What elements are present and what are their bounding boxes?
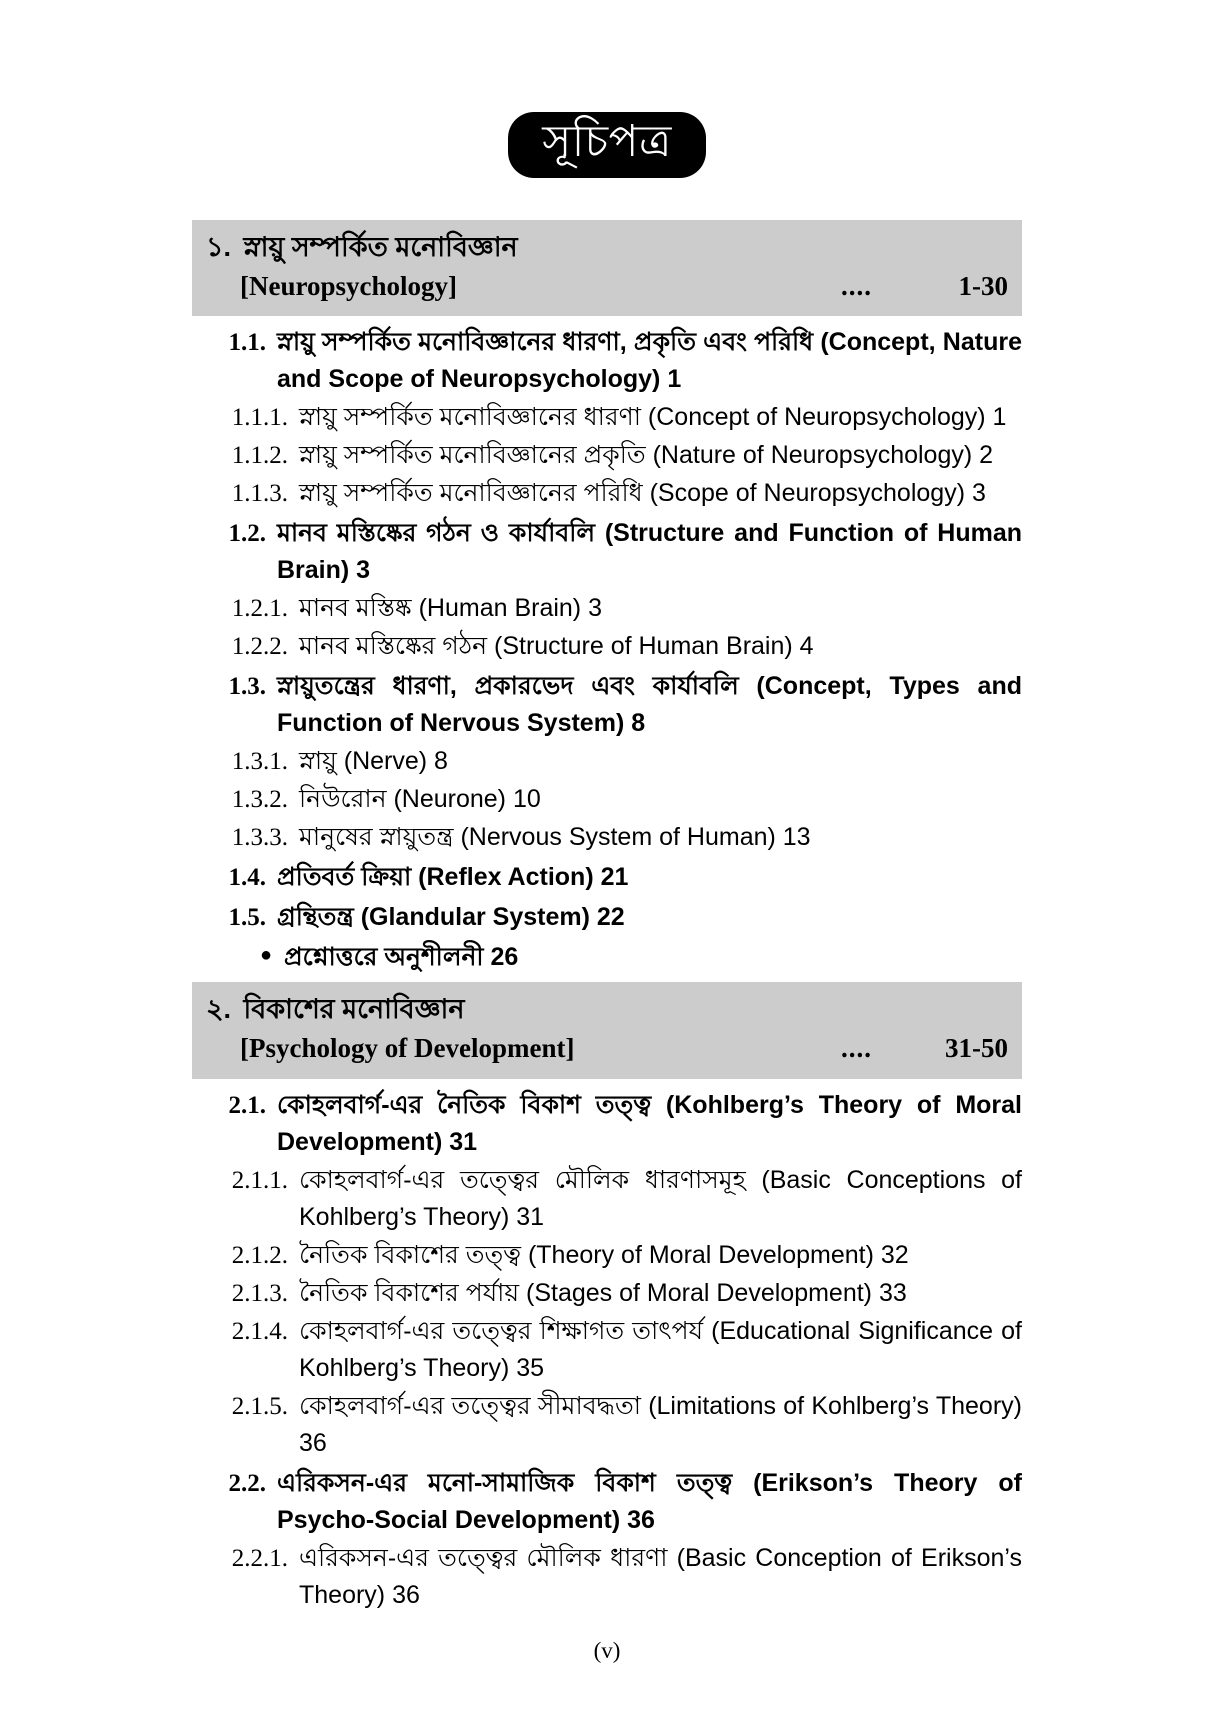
toc-entry[interactable] [192, 590, 1022, 627]
page-title: সূচিপত্র [508, 112, 706, 178]
toc-entry[interactable] [192, 668, 1022, 742]
toc-entry-text: এরিকসন-এর মনো-সামাজিক বিকাশ তত্ত্ব (Erikson’s Theory of Psycho-Social Development) 36 [277, 1468, 1022, 1534]
chapter-title-en-line [206, 267, 1008, 306]
chapter-leader-dots: .... [841, 1033, 872, 1064]
toc-entry-text: কোহলবার্গ-এর নৈতিক বিকাশ তত্ত্ব (Kohlberg’s Theory of Moral Development) 31 [277, 1090, 1022, 1156]
toc-entry-text: নৈতিক বিকাশের পর্যায় (Stages of Moral Development) 33 [299, 1278, 907, 1307]
toc-entry-text: মানব মস্তিষ্কের গঠন ও কার্যাবলি (Structure and Function of Human Brain) 3 [277, 519, 1022, 585]
toc-bullet-entry[interactable] [192, 939, 1022, 976]
chapter-page-range: 1-30 [958, 271, 1008, 302]
toc-entry-number: 1.1.3. [231, 480, 288, 508]
toc-entry-number: 2.1.3. [231, 1279, 288, 1307]
chapter-number: ১. [206, 232, 232, 262]
toc-entry-text: মানুষের স্নায়ুতন্ত্র (Nervous System of Human) 13 [299, 823, 811, 852]
toc-entry[interactable] [192, 437, 1022, 474]
toc-entry-number: 1.3.2. [231, 786, 288, 814]
chapter-title-bn: স্নায়ু সম্পর্কিত মনোবিজ্ঞান [243, 232, 518, 262]
toc-entry[interactable] [192, 324, 1022, 398]
toc-entry-number: 2.1.1. [231, 1166, 288, 1194]
toc-entry-number: 2.1. [228, 1091, 266, 1119]
toc-entry-number: 2.2.1. [231, 1544, 288, 1572]
toc-entry[interactable] [192, 1237, 1022, 1274]
toc-entry[interactable] [192, 859, 1022, 896]
toc-entry-number: 1.1. [228, 329, 266, 357]
bullet-dot-icon: ● [260, 944, 273, 967]
toc-entry[interactable] [192, 1465, 1022, 1539]
toc-entry[interactable] [192, 1540, 1022, 1614]
toc-entry-number: 1.4. [228, 864, 266, 892]
toc-entry-text: স্নায়ু সম্পর্কিত মনোবিজ্ঞানের প্রকৃতি (Nature of Neuropsychology) 2 [299, 441, 994, 470]
toc-entry[interactable] [192, 628, 1022, 665]
toc-entry-number: 2.1.4. [231, 1317, 288, 1345]
toc-entry-number: 1.3.1. [231, 748, 288, 776]
toc-entry-text: স্নায়ু সম্পর্কিত মনোবিজ্ঞানের ধারণা, প্রকৃতি এবং পরিধি (Concept, Nature and Scope of Neuropsychology) 1 [277, 328, 1022, 394]
toc-entry[interactable] [192, 743, 1022, 780]
page-title-wrap [0, 0, 1214, 178]
toc-entry-text: স্নায়ু সম্পর্কিত মনোবিজ্ঞানের ধারণা (Concept of Neuropsychology) 1 [299, 403, 1007, 432]
chapter-header[interactable] [192, 220, 1022, 316]
toc-entry[interactable] [192, 515, 1022, 589]
toc-entry[interactable] [192, 1275, 1022, 1312]
toc-entry-text: গ্রন্থিতন্ত্র (Glandular System) 22 [277, 903, 625, 932]
toc-entry-text: কোহলবার্গ-এর তত্ত্বের শিক্ষাগত তাৎপর্য (Educational Significance of Kohlberg’s Theory) 35 [299, 1316, 1022, 1382]
toc-entry[interactable] [192, 1388, 1022, 1462]
toc-entry-text: স্নায়ুতন্ত্রের ধারণা, প্রকারভেদ এবং কার্যাবলি (Concept, Types and Function of Nervous System) 8 [277, 672, 1022, 738]
toc-entry-text: মানব মস্তিষ্ক (Human Brain) 3 [299, 594, 602, 623]
toc-entry-text: নিউরোন (Neurone) 10 [299, 785, 541, 814]
toc-entry-number: 1.5. [228, 904, 266, 932]
toc-entry-number: 1.3. [228, 673, 266, 701]
toc-entry-text: কোহলবার্গ-এর তত্ত্বের সীমাবদ্ধতা (Limitations of Kohlberg’s Theory) 36 [299, 1391, 1022, 1457]
toc-entry-number: 1.2. [228, 520, 266, 548]
chapter-header[interactable] [192, 982, 1022, 1078]
toc-entry[interactable] [192, 899, 1022, 936]
toc-entry-number: 1.2.1. [231, 595, 288, 623]
toc-entry-text: এরিকসন-এর তত্ত্বের মৌলিক ধারণা (Basic Conception of Erikson’s Theory) 36 [299, 1543, 1022, 1609]
toc-entry[interactable] [192, 1313, 1022, 1387]
toc-entry[interactable] [192, 781, 1022, 818]
toc-entry-number: 1.1.2. [231, 442, 288, 470]
toc-entry[interactable] [192, 1087, 1022, 1161]
toc-content [192, 178, 1022, 1614]
chapter-title-bn-line [206, 228, 1008, 267]
toc-entry-text: প্রশ্নোত্তরে অনুশীলনী 26 [284, 943, 519, 972]
toc-entry-number: 2.2. [228, 1469, 266, 1497]
toc-entry[interactable] [192, 1162, 1022, 1236]
toc-entry-number: 2.1.2. [231, 1241, 288, 1269]
toc-entry-text: প্রতিবর্ত ক্রিয়া (Reflex Action) 21 [277, 863, 629, 892]
chapter-title-en: [Neuropsychology] [240, 271, 458, 302]
chapter-section [192, 982, 1022, 1613]
toc-entry-number: 1.3.3. [231, 824, 288, 852]
chapter-leader-dots: .... [841, 271, 872, 302]
toc-entry[interactable] [192, 475, 1022, 512]
chapter-title-en-line [206, 1029, 1008, 1068]
footer-page-number: (v) [593, 1638, 621, 1663]
chapter-number: ২. [206, 994, 232, 1025]
toc-entry-number: 1.2.2. [231, 633, 288, 661]
toc-entry-text: স্নায়ু (Nerve) 8 [299, 747, 448, 776]
toc-entry[interactable] [192, 819, 1022, 856]
toc-entry-text: নৈতিক বিকাশের তত্ত্ব (Theory of Moral Development) 32 [299, 1240, 909, 1269]
chapter-section [192, 220, 1022, 976]
toc-entry-text: কোহলবার্গ-এর তত্ত্বের মৌলিক ধারণাসমূহ (Basic Conceptions of Kohlberg’s Theory) 31 [299, 1165, 1022, 1231]
chapter-page-range: 31-50 [945, 1033, 1008, 1064]
chapter-title-bn: বিকাশের মনোবিজ্ঞান [243, 994, 465, 1025]
toc-entry-text: স্নায়ু সম্পর্কিত মনোবিজ্ঞানের পরিধি (Scope of Neuropsychology) 3 [299, 479, 986, 508]
chapter-title-en: [Psychology of Development] [240, 1033, 575, 1064]
chapter-title-bn-line [206, 990, 1008, 1029]
toc-entry-number: 2.1.5. [231, 1392, 288, 1420]
toc-entry-text: মানব মস্তিষ্কের গঠন (Structure of Human Brain) 4 [299, 632, 814, 661]
toc-entry[interactable] [192, 399, 1022, 436]
toc-entry-number: 1.1.1. [231, 404, 288, 432]
